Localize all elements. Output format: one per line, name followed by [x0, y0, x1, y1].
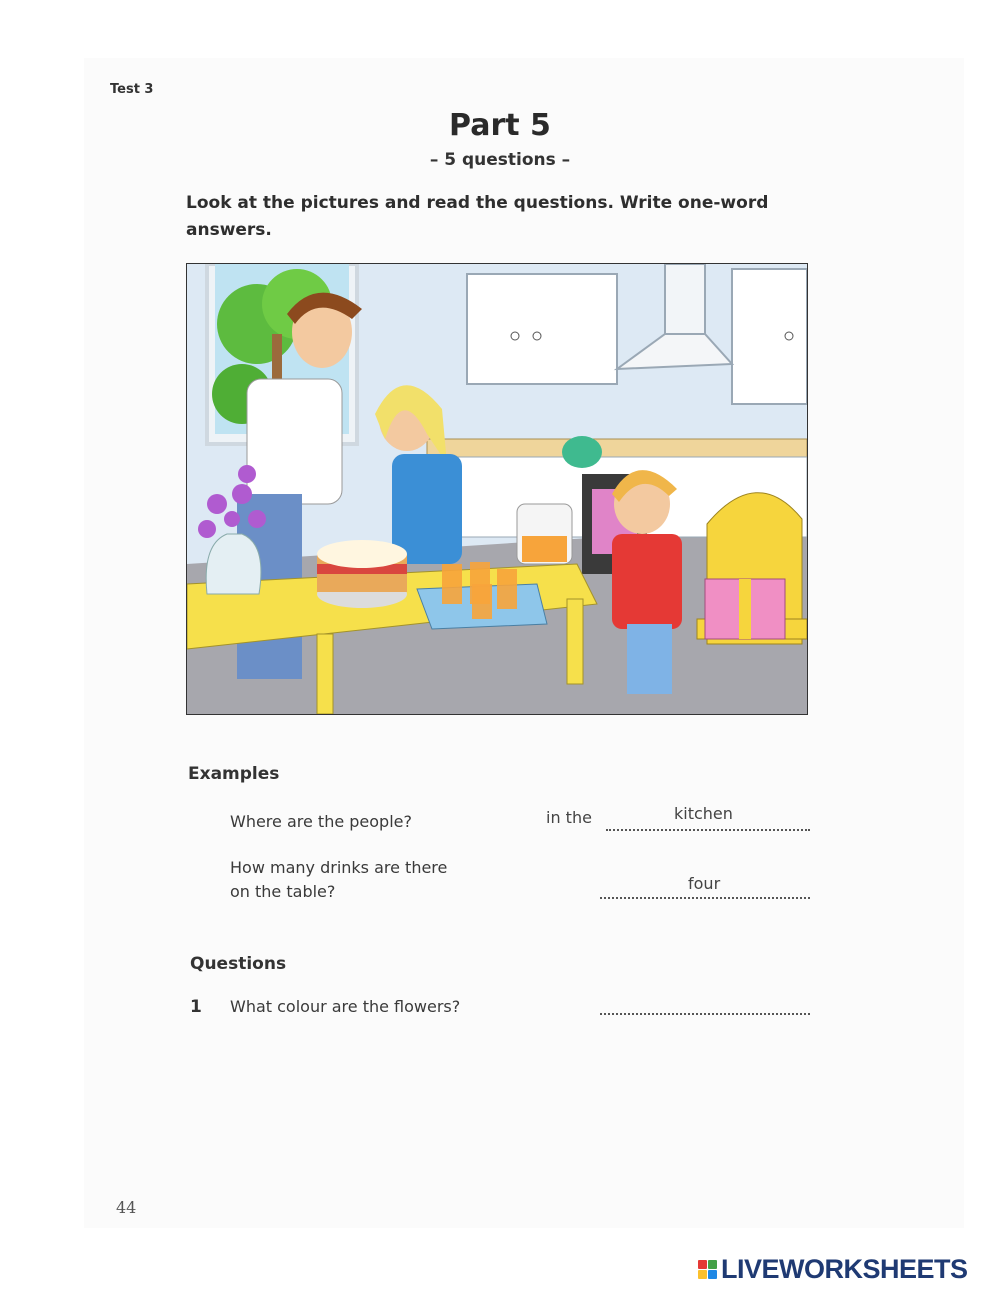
- liveworksheets-logo[interactable]: [698, 1254, 968, 1284]
- example-1-prefix: in the: [546, 808, 592, 827]
- examples-heading: Examples: [188, 764, 280, 784]
- example-2-question-line2: on the table?: [230, 882, 336, 901]
- question-1-number: 1: [190, 997, 202, 1017]
- example-2-question-line1: How many drinks are there: [230, 858, 448, 877]
- logo-text: LIVEWORKSHEETS: [721, 1253, 968, 1284]
- question-1-answer-input[interactable]: [600, 995, 810, 1015]
- example-1-question: Where are the people?: [230, 812, 412, 831]
- example-2-answer: four: [688, 874, 721, 893]
- logo-blocks-icon: [698, 1260, 717, 1279]
- kitchen-scene-image: [187, 264, 807, 714]
- page-title: Part 5: [449, 108, 551, 143]
- example-1-answer: kitchen: [674, 804, 733, 823]
- instructions: Look at the pictures and read the questions. Write one-word answers.: [186, 193, 769, 240]
- questions-heading: Questions: [190, 954, 287, 974]
- page-subtitle: – 5 questions –: [429, 150, 571, 170]
- page-number: 44: [116, 1198, 137, 1217]
- kitchen-illustration: [186, 263, 808, 715]
- question-1-text: What colour are the flowers?: [230, 997, 461, 1016]
- test-label: Test 3: [110, 82, 154, 97]
